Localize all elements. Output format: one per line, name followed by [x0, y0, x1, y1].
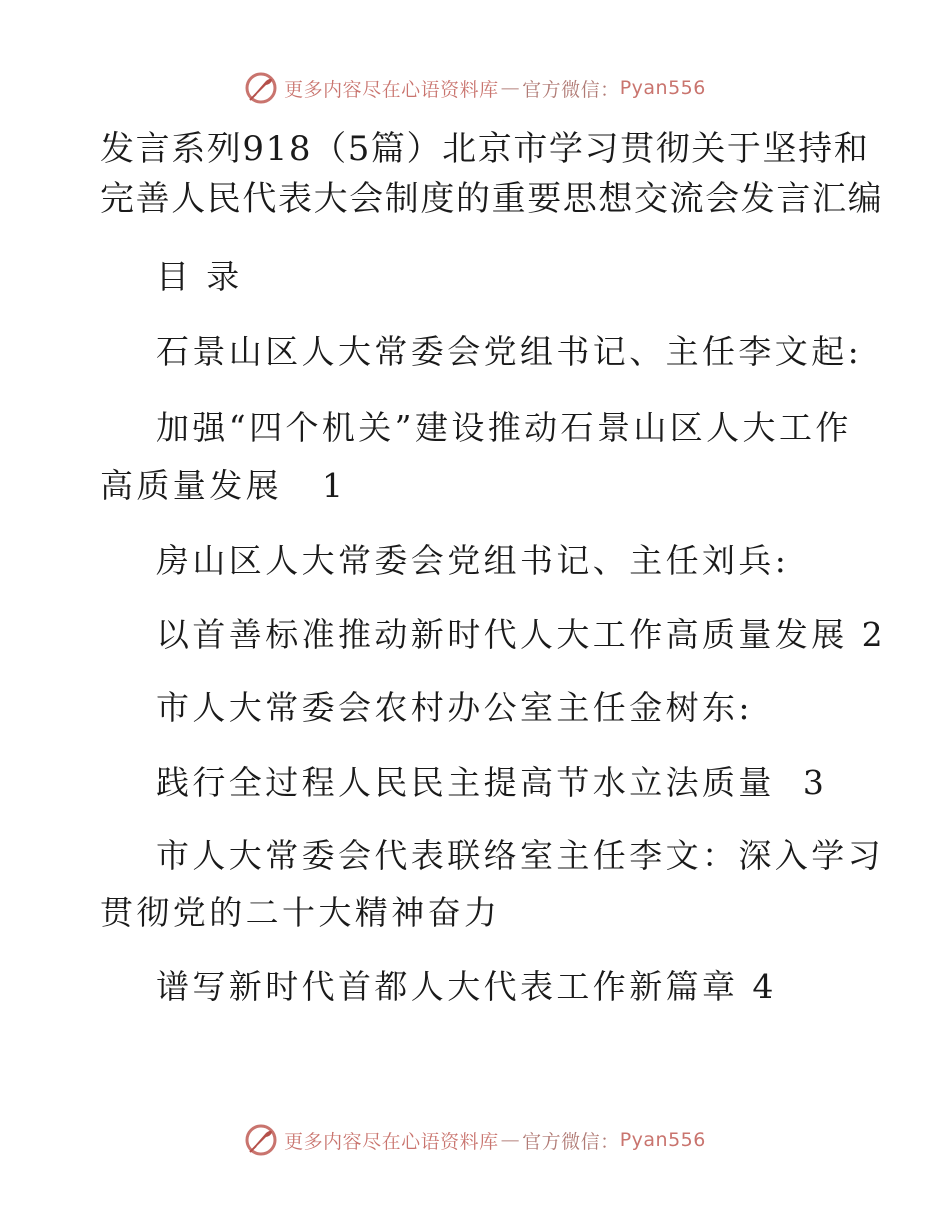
toc-entry-4-title-row — [100, 962, 773, 1012]
toc-heading: 目 录 — [156, 257, 243, 296]
watermark-wechat-id: Pyan556 — [619, 77, 706, 99]
quill-logo-icon — [244, 71, 278, 105]
watermark-text: 更多内容尽在心语资料库 — [284, 1130, 499, 1153]
watermark-wechat-label: 官方微信： — [522, 78, 620, 101]
title-line-2: 完善人民代表大会制度的重要思想交流会发言汇编 — [100, 179, 884, 219]
toc-entry-4-page: 4 — [752, 967, 774, 1006]
document-title — [100, 124, 884, 224]
toc-entry-3-page: 3 — [802, 763, 824, 802]
quill-logo-icon — [244, 1123, 278, 1157]
title-line-1: 发言系列918（5篇）北京市学习贯彻关于坚持和 — [100, 129, 870, 169]
toc-entry-1-page: 1 — [322, 466, 343, 505]
toc-entry-3-speaker: 市人大常委会农村办公室主任金树东: — [156, 688, 753, 727]
toc-entry-3-title-row — [100, 758, 824, 808]
toc-entry-4-speaker: 市人大常委会代表联络室主任李文：深入学习 — [156, 836, 884, 875]
toc-entry-2-speaker: 房山区人大常委会党组书记、主任刘兵: — [156, 541, 790, 580]
toc-entry-4-speaker-cont: 贯彻党的二十大精神奋力 — [100, 893, 501, 932]
watermark-wechat-label: 官方微信： — [522, 1130, 620, 1153]
toc-entry-2-title: 以首善标准推动新时代人大工作高质量发展 — [156, 615, 848, 654]
toc-entry-1-speaker: 石景山区人大常委会党组书记、主任李文起: — [156, 332, 863, 371]
watermark-dash: — — [500, 77, 521, 99]
toc-entry-3-title: 践行全过程人民民主提高节水立法质量 — [156, 763, 775, 802]
watermark-footer — [0, 1120, 950, 1160]
toc-entry-2-title-row — [100, 610, 883, 660]
watermark-header — [0, 68, 950, 108]
toc-entry-2-page: 2 — [861, 615, 883, 654]
toc-entry-1-title: 加强“四个机关”建设推动石景山区人大工作 — [156, 408, 852, 447]
watermark-text: 更多内容尽在心语资料库 — [284, 78, 499, 101]
toc-entry-1-title-cont — [100, 461, 343, 511]
watermark-wechat-id: Pyan556 — [619, 1129, 706, 1151]
toc-entry-4-title: 谱写新时代首都人大代表工作新篇章 — [156, 967, 739, 1006]
watermark-dash: — — [500, 1129, 521, 1151]
toc-entry-1-title-line-2: 高质量发展 — [100, 466, 282, 505]
